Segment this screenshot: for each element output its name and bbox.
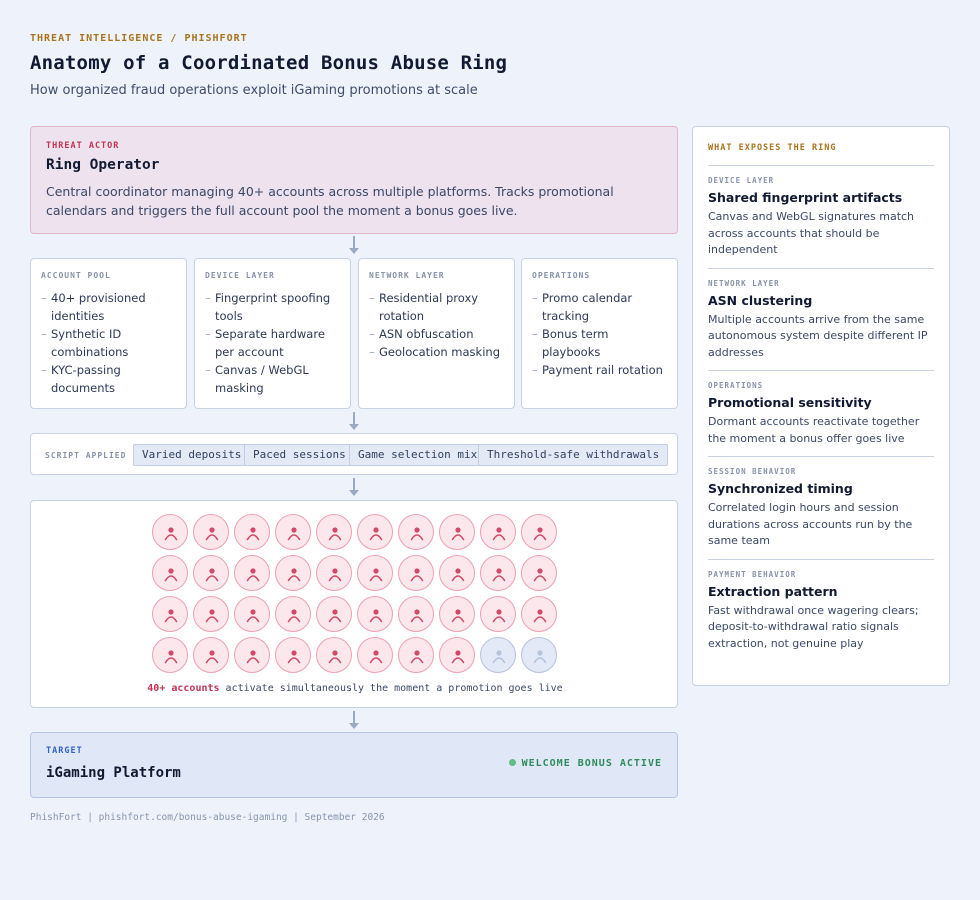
page-title: Anatomy of a Coordinated Bonus Abuse Ring bbox=[30, 52, 508, 74]
layer-item: – Payment rail rotation bbox=[532, 361, 667, 379]
signal-name: Extraction pattern bbox=[708, 583, 838, 599]
script-chip: Threshold-safe withdrawals bbox=[478, 444, 668, 466]
flow-arrow bbox=[349, 478, 359, 496]
account-icon-active bbox=[193, 596, 229, 632]
signal-tag: NETWORK LAYER bbox=[708, 278, 780, 288]
account-icon-active bbox=[398, 514, 434, 550]
signal-description: Multiple accounts arrive from the same autonomous system despite different IP addresses bbox=[708, 312, 928, 359]
signal-tag: OPERATIONS bbox=[708, 381, 764, 390]
layer-item: – Fingerprint spoofing tools bbox=[205, 289, 340, 325]
account-icon-active bbox=[316, 637, 352, 673]
account-icon-active bbox=[439, 514, 475, 550]
layer-item: – Residential proxy rotation bbox=[369, 289, 504, 325]
account-icon-active bbox=[316, 555, 352, 591]
account-icon-active bbox=[521, 555, 557, 591]
layer-item: – Bonus term playbooks bbox=[532, 325, 667, 361]
eyebrow: THREAT INTELLIGENCE / PHISHFORT bbox=[30, 33, 248, 44]
script-applied-row bbox=[30, 433, 678, 475]
account-icon-active bbox=[316, 514, 352, 550]
signal-description: Dormant accounts reactivate together the moment a bonus offer goes live bbox=[708, 415, 920, 445]
page-subtitle: How organized fraud operations exploit iGaming promotions at scale bbox=[30, 83, 478, 98]
account-icon-active bbox=[357, 637, 393, 673]
layer-tag: OPERATIONS bbox=[532, 271, 591, 280]
account-icon-active bbox=[275, 555, 311, 591]
account-icon-active bbox=[275, 596, 311, 632]
signal-name: Synchronized timing bbox=[708, 481, 853, 496]
script-chip: Game selection mix bbox=[349, 444, 486, 466]
account-icon-active bbox=[521, 596, 557, 632]
account-icon-active bbox=[398, 555, 434, 591]
account-icon-active bbox=[439, 637, 475, 673]
status-dot-icon bbox=[509, 759, 516, 766]
exposure-panel bbox=[692, 126, 950, 686]
account-icon-active bbox=[316, 596, 352, 632]
account-icon-active bbox=[234, 637, 270, 673]
account-icon-active bbox=[275, 637, 311, 673]
account-icon-active bbox=[439, 555, 475, 591]
account-icon-active bbox=[357, 596, 393, 632]
layer-item: – Separate hardware per account bbox=[205, 325, 340, 361]
footer-credit: PhishFort | phishfort.com/bonus-abuse-igaming | September 2026 bbox=[30, 812, 385, 823]
target-card bbox=[30, 732, 678, 798]
layer-item: – ASN obfuscation bbox=[369, 325, 504, 343]
layer-card-account-pool bbox=[30, 258, 187, 409]
account-icon-active bbox=[480, 596, 516, 632]
account-icon-active bbox=[193, 555, 229, 591]
account-icon-active bbox=[234, 596, 270, 632]
layer-tag: DEVICE LAYER bbox=[205, 271, 275, 280]
target-tag: TARGET bbox=[46, 746, 83, 756]
threat-actor-description: Central coordinator managing 40+ accounts across multiple platforms. Tracks promotional calendars and triggers the full account pool the moment a bonus goes live. bbox=[46, 184, 614, 218]
layer-card-operations bbox=[521, 258, 678, 409]
account-icon-active bbox=[152, 596, 188, 632]
account-grid-caption bbox=[31, 683, 679, 694]
layer-item: – Promo calendar tracking bbox=[532, 289, 667, 325]
layer-tag: NETWORK LAYER bbox=[369, 271, 445, 280]
threat-actor-card bbox=[30, 126, 678, 234]
script-chip: Varied deposits bbox=[133, 444, 250, 466]
account-caption-text: activate simultaneously the moment a promotion goes live bbox=[219, 683, 563, 694]
layer-item: – Geolocation masking bbox=[369, 343, 504, 361]
flow-arrow bbox=[349, 412, 359, 430]
account-icon-active bbox=[521, 514, 557, 550]
signal-item bbox=[708, 560, 934, 662]
account-icon-active bbox=[357, 514, 393, 550]
signal-item bbox=[708, 371, 934, 457]
script-tag: SCRIPT APPLIED bbox=[45, 451, 127, 460]
signal-name: Promotional sensitivity bbox=[708, 395, 872, 410]
account-grid bbox=[30, 500, 678, 708]
account-icon-active bbox=[398, 637, 434, 673]
layer-item: – Canvas / WebGL masking bbox=[205, 361, 340, 397]
flow-arrow bbox=[349, 711, 359, 729]
account-icon-active bbox=[152, 514, 188, 550]
signal-name: Shared fingerprint artifacts bbox=[708, 190, 903, 205]
layer-item: – 40+ provisioned identities bbox=[41, 289, 176, 325]
bonus-status-badge bbox=[509, 758, 662, 769]
account-icon-active bbox=[234, 555, 270, 591]
signal-item bbox=[708, 269, 934, 372]
exposure-panel-title: WHAT EXPOSES THE RING bbox=[708, 141, 934, 166]
account-icon-active bbox=[193, 637, 229, 673]
threat-actor-tag: THREAT ACTOR bbox=[46, 141, 120, 151]
flow-arrow bbox=[349, 236, 359, 254]
signal-tag: PAYMENT BEHAVIOR bbox=[708, 569, 797, 579]
signal-tag: DEVICE LAYER bbox=[708, 176, 775, 185]
signal-description: Canvas and WebGL signatures match across accounts that should be independent bbox=[708, 210, 915, 256]
signal-name: ASN clustering bbox=[708, 292, 813, 308]
bonus-status-text: WELCOME BONUS ACTIVE bbox=[521, 758, 662, 769]
script-chip: Paced sessions bbox=[244, 444, 355, 466]
layer-card-device bbox=[194, 258, 351, 409]
account-icon-active bbox=[193, 514, 229, 550]
layer-card-network bbox=[358, 258, 515, 409]
signal-description: Fast withdrawal once wagering clears; deposit-to-withdrawal ratio signals extraction, not genuine play bbox=[708, 603, 919, 650]
account-icon-active bbox=[439, 596, 475, 632]
target-name: iGaming Platform bbox=[46, 765, 181, 781]
account-icon-active bbox=[275, 514, 311, 550]
account-icon-active bbox=[234, 514, 270, 550]
signal-item bbox=[708, 457, 934, 560]
signal-description: Correlated login hours and session durations across accounts run by the same team bbox=[708, 501, 913, 547]
account-icon-active bbox=[152, 555, 188, 591]
account-icon-idle bbox=[521, 637, 557, 673]
account-icon-active bbox=[480, 514, 516, 550]
account-icon-active bbox=[357, 555, 393, 591]
account-icon-active bbox=[480, 555, 516, 591]
signal-tag: SESSION BEHAVIOR bbox=[708, 467, 797, 476]
account-icon-active bbox=[152, 637, 188, 673]
layer-item: – Synthetic ID combinations bbox=[41, 325, 176, 361]
account-count-highlight: 40+ accounts bbox=[147, 683, 220, 694]
threat-actor-name: Ring Operator bbox=[46, 157, 160, 173]
layer-tag: ACCOUNT POOL bbox=[41, 271, 111, 280]
account-icon-idle bbox=[480, 637, 516, 673]
account-icon-active bbox=[398, 596, 434, 632]
layer-item: – KYC-passing documents bbox=[41, 361, 176, 397]
signal-item bbox=[708, 166, 934, 269]
